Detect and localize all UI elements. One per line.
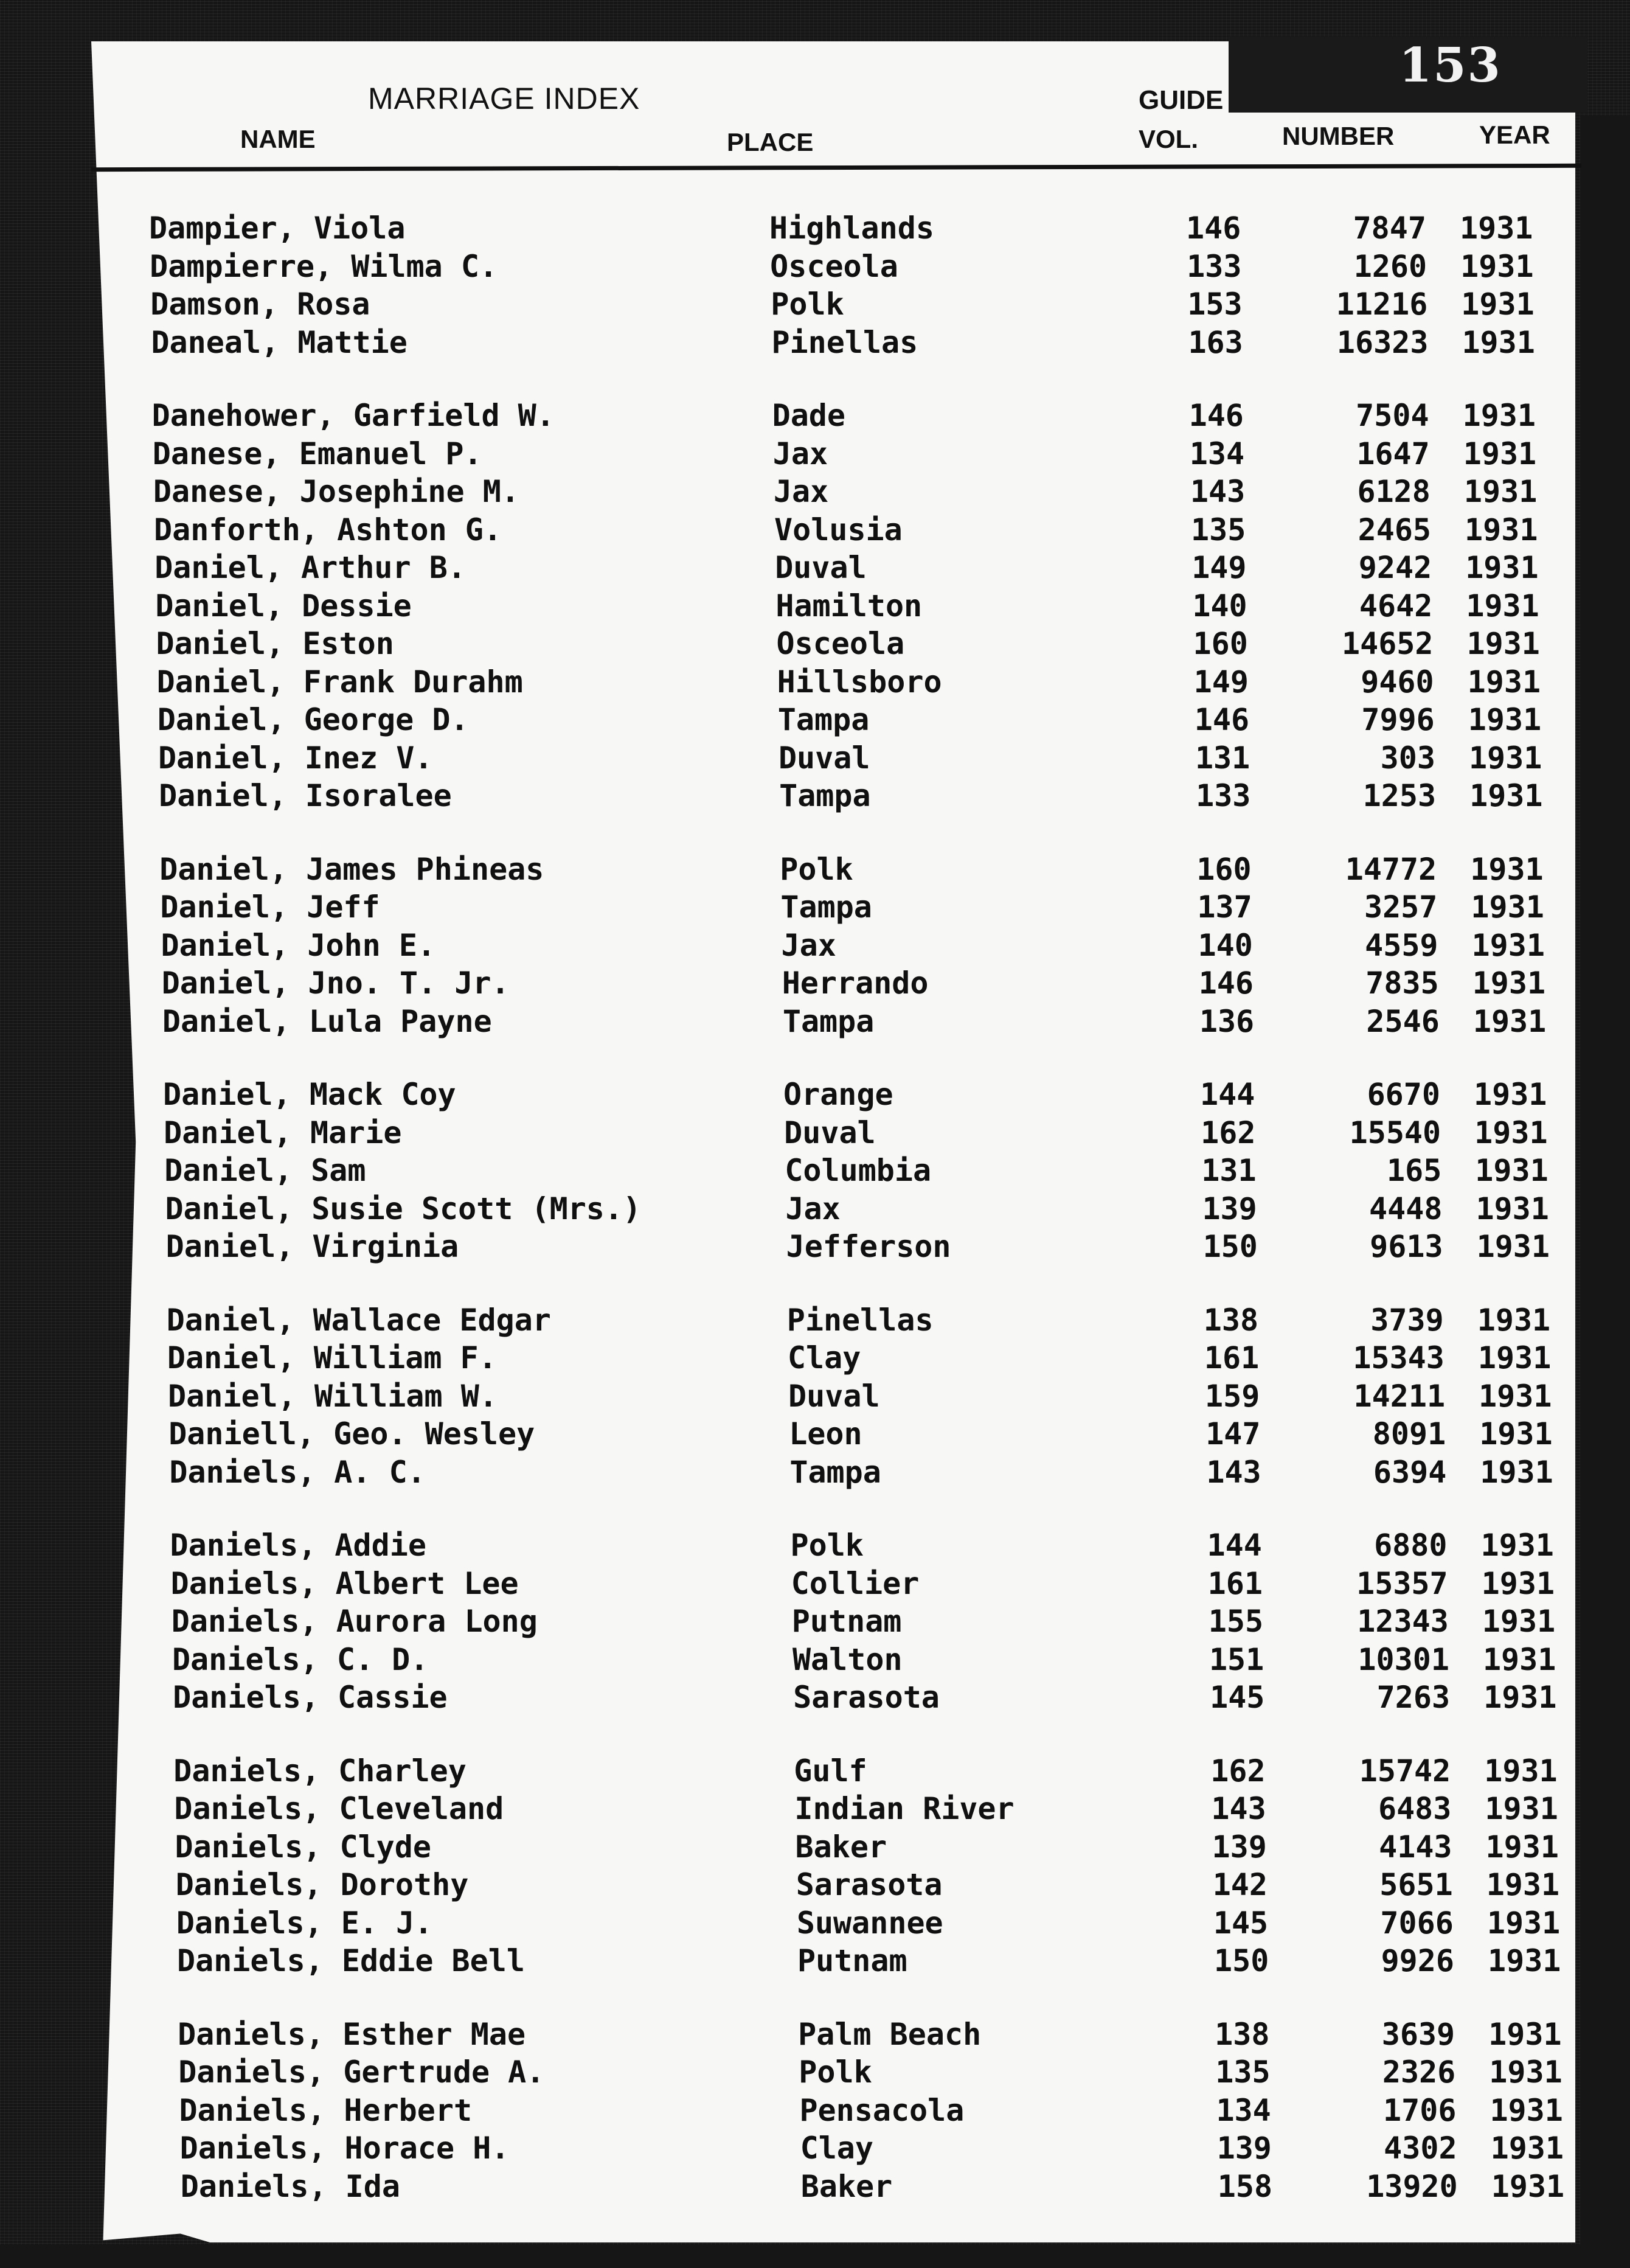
table-row xyxy=(170,1527,1600,1564)
entry-number: 3257 xyxy=(1364,889,1438,925)
entry-number: 165 xyxy=(1386,1153,1442,1188)
entry-year: 1931 xyxy=(1485,1791,1558,1826)
entry-year: 1931 xyxy=(1491,2168,1565,2204)
table-row xyxy=(178,2016,1607,2053)
entry-year: 1931 xyxy=(1471,889,1544,925)
entry-number: 3639 xyxy=(1381,2016,1455,2052)
entry-number: 15343 xyxy=(1353,1340,1444,1376)
table-row xyxy=(168,1378,1597,1414)
entry-place: Duval xyxy=(775,550,867,585)
entry-number: 11216 xyxy=(1336,287,1428,322)
entry-place: Jax xyxy=(785,1191,841,1226)
table-row xyxy=(169,1454,1598,1491)
entry-vol: 149 xyxy=(1193,664,1249,700)
entry-number: 4559 xyxy=(1365,927,1438,963)
entry-name: Daniels, Herbert xyxy=(179,2092,473,2128)
entry-name: Daniel, Inez V. xyxy=(158,740,433,776)
table-row xyxy=(175,1829,1604,1865)
entry-vol: 149 xyxy=(1191,550,1247,585)
entry-vol: 135 xyxy=(1191,512,1246,548)
entry-place: Polk xyxy=(799,2054,872,2090)
entry-number: 6670 xyxy=(1367,1077,1440,1112)
entry-place: Highlands xyxy=(769,210,934,246)
entry-place: Indian River xyxy=(794,1791,1014,1826)
entry-place: Suwannee xyxy=(796,1905,943,1941)
entry-vol: 147 xyxy=(1205,1416,1261,1452)
entry-name: Daniels, E. J. xyxy=(176,1905,433,1941)
entry-vol: 146 xyxy=(1186,210,1241,246)
table-row xyxy=(167,1340,1597,1376)
table-row xyxy=(152,397,1581,434)
entry-year: 1931 xyxy=(1474,1115,1548,1150)
entry-name: Danehower, Garfield W. xyxy=(151,398,555,433)
table-row xyxy=(149,210,1578,246)
column-header-vol: VOL. xyxy=(1139,125,1199,153)
entry-year: 1931 xyxy=(1469,778,1543,813)
entry-vol: 146 xyxy=(1198,965,1254,1001)
table-row xyxy=(162,965,1591,1001)
entry-place: Jax xyxy=(772,436,828,471)
entry-vol: 138 xyxy=(1215,2016,1270,2052)
column-header-name: NAME xyxy=(240,125,316,153)
entry-vol: 160 xyxy=(1196,851,1252,887)
table-row xyxy=(180,2130,1609,2166)
entry-year: 1931 xyxy=(1480,1454,1553,1490)
entry-number: 4302 xyxy=(1384,2131,1457,2166)
entry-year: 1931 xyxy=(1468,702,1542,737)
entry-number: 13920 xyxy=(1366,2168,1458,2204)
entry-year: 1931 xyxy=(1486,1905,1561,1941)
entry-place: Dade xyxy=(772,398,846,433)
entry-name: Daniels, Ida xyxy=(180,2168,400,2204)
entry-number: 6128 xyxy=(1357,474,1431,509)
table-row xyxy=(159,851,1589,888)
entry-name: Daniel, Arthur B. xyxy=(154,550,466,585)
entry-year: 1931 xyxy=(1482,1641,1556,1677)
table-row xyxy=(160,889,1589,925)
table-row xyxy=(173,1679,1602,1716)
entry-name: Daniel, Wallace Edgar xyxy=(166,1302,551,1338)
entry-number: 1647 xyxy=(1356,436,1430,471)
entry-year: 1931 xyxy=(1476,1191,1549,1226)
entry-name: Daniels, Charley xyxy=(173,1753,466,1789)
entry-vol: 133 xyxy=(1196,778,1251,813)
entry-place: Sarasota xyxy=(793,1680,940,1715)
entry-year: 1931 xyxy=(1463,474,1538,509)
entry-number: 6394 xyxy=(1373,1454,1447,1490)
entry-number: 7504 xyxy=(1356,398,1429,433)
table-row xyxy=(171,1565,1600,1602)
entry-year: 1931 xyxy=(1482,1604,1556,1639)
entry-year: 1931 xyxy=(1485,1829,1559,1865)
entry-place: Hamilton xyxy=(775,588,923,624)
entry-vol: 144 xyxy=(1207,1528,1262,1563)
entry-place: Pinellas xyxy=(771,324,918,360)
entry-name: Daniel, Susie Scott (Mrs.) xyxy=(165,1191,642,1226)
entry-year: 1931 xyxy=(1480,1528,1554,1563)
entry-year: 1931 xyxy=(1479,1378,1552,1414)
table-row xyxy=(176,1866,1605,1903)
entry-year: 1931 xyxy=(1489,2054,1562,2090)
table-row xyxy=(150,248,1579,285)
entry-number: 14211 xyxy=(1353,1378,1446,1414)
entry-place: Herrando xyxy=(782,965,929,1001)
entry-place: Polk xyxy=(771,287,844,322)
entry-number: 4143 xyxy=(1379,1829,1452,1865)
entry-vol: 162 xyxy=(1201,1115,1256,1150)
entry-place: Polk xyxy=(780,851,853,887)
entry-year: 1931 xyxy=(1481,1565,1555,1601)
entry-place: Duval xyxy=(778,740,870,776)
entry-vol: 138 xyxy=(1203,1302,1259,1338)
table-row xyxy=(162,1003,1592,1040)
entry-year: 1931 xyxy=(1484,1753,1558,1789)
entry-number: 14652 xyxy=(1341,626,1434,661)
entry-place: Walton xyxy=(792,1641,903,1677)
entry-number: 15540 xyxy=(1349,1115,1441,1150)
entry-number: 9460 xyxy=(1361,664,1434,700)
entry-name: Danforth, Ashton G. xyxy=(154,512,502,548)
table-row xyxy=(178,2054,1607,2090)
entry-number: 10301 xyxy=(1358,1641,1449,1677)
entry-vol: 150 xyxy=(1202,1229,1258,1264)
entry-year: 1931 xyxy=(1463,436,1537,471)
entry-number: 7847 xyxy=(1353,210,1426,246)
entry-name: Daniel, Sam xyxy=(164,1153,366,1188)
entry-place: Pensacola xyxy=(799,2092,965,2128)
entry-vol: 163 xyxy=(1188,324,1243,360)
entry-name: Damson, Rosa xyxy=(150,287,370,322)
entry-number: 4642 xyxy=(1359,588,1433,624)
entry-year: 1931 xyxy=(1475,1153,1548,1188)
table-row xyxy=(181,2168,1610,2205)
entry-number: 7263 xyxy=(1376,1680,1451,1715)
entry-number: 6483 xyxy=(1378,1791,1452,1826)
entry-number: 16323 xyxy=(1336,324,1429,360)
entry-place: Tampa xyxy=(777,702,870,737)
entry-vol: 158 xyxy=(1217,2168,1273,2204)
entry-year: 1931 xyxy=(1488,1943,1561,1978)
entry-place: Palm Beach xyxy=(798,2016,982,2052)
entry-year: 1931 xyxy=(1466,588,1539,624)
entry-number: 303 xyxy=(1380,740,1435,776)
entry-year: 1931 xyxy=(1474,1077,1547,1112)
entry-vol: 139 xyxy=(1212,1829,1267,1865)
entry-vol: 137 xyxy=(1197,889,1252,925)
entry-place: Tampa xyxy=(782,1003,875,1039)
entry-year: 1931 xyxy=(1471,927,1545,963)
entry-number: 1253 xyxy=(1362,778,1437,813)
entry-vol: 143 xyxy=(1206,1454,1261,1490)
entry-name: Danese, Emanuel P. xyxy=(152,436,482,471)
entry-name: Daniels, C. D. xyxy=(172,1641,429,1677)
table-row xyxy=(172,1641,1601,1678)
entry-place: Columbia xyxy=(785,1153,932,1188)
entry-number: 15357 xyxy=(1356,1565,1448,1601)
guide-label: GUIDE xyxy=(1139,85,1224,115)
entry-year: 1931 xyxy=(1476,1229,1550,1264)
entry-place: Pinellas xyxy=(786,1302,934,1338)
entry-place: Collier xyxy=(791,1565,920,1601)
entry-vol: 161 xyxy=(1207,1565,1263,1601)
table-row xyxy=(163,1076,1592,1113)
entry-vol: 136 xyxy=(1199,1003,1255,1039)
entry-name: Daniel, Isoralee xyxy=(159,778,452,813)
table-row xyxy=(158,740,1587,776)
entry-number: 9926 xyxy=(1381,1943,1454,1978)
entry-name: Daniels, Esther Mae xyxy=(178,2016,526,2052)
entry-name: Daniels, Cleveland xyxy=(174,1791,504,1826)
entry-vol: 134 xyxy=(1189,436,1245,471)
table-row xyxy=(174,1790,1603,1827)
table-row xyxy=(150,286,1580,322)
entry-year: 1931 xyxy=(1479,1416,1553,1452)
entry-place: Gulf xyxy=(794,1753,867,1789)
entry-vol: 134 xyxy=(1216,2092,1271,2128)
table-row xyxy=(159,777,1588,814)
column-header-number: NUMBER xyxy=(1282,122,1395,150)
entry-number: 6880 xyxy=(1374,1528,1448,1563)
entry-year: 1931 xyxy=(1490,2092,1563,2128)
entry-name: Daniel, Dessie xyxy=(155,588,412,624)
entry-number: 4448 xyxy=(1369,1191,1443,1226)
entry-name: Daniels, Dorothy xyxy=(175,1867,469,1902)
entry-year: 1931 xyxy=(1465,512,1538,548)
entry-name: Daniels, Gertrude A. xyxy=(178,2054,545,2090)
entry-year: 1931 xyxy=(1462,398,1536,433)
entry-year: 1931 xyxy=(1466,626,1540,661)
entry-year: 1931 xyxy=(1467,664,1541,700)
table-row xyxy=(177,1943,1606,1979)
entry-number: 7996 xyxy=(1361,702,1435,737)
entry-name: Daneal, Mattie xyxy=(151,324,408,360)
entry-vol: 143 xyxy=(1211,1791,1266,1826)
entry-vol: 159 xyxy=(1205,1378,1260,1414)
entry-vol: 145 xyxy=(1210,1680,1265,1715)
entry-number: 2546 xyxy=(1366,1003,1440,1039)
entry-number: 15742 xyxy=(1359,1753,1451,1789)
entry-place: Tampa xyxy=(789,1454,881,1490)
entry-number: 9242 xyxy=(1358,550,1432,585)
table-row xyxy=(179,2092,1608,2129)
entry-year: 1931 xyxy=(1477,1340,1552,1376)
entry-place: Baker xyxy=(800,2168,893,2204)
entry-name: Danese, Josephine M. xyxy=(153,474,519,509)
document-title: MARRIAGE INDEX xyxy=(368,82,640,116)
entry-year: 1931 xyxy=(1470,851,1544,887)
entry-number: 7835 xyxy=(1365,965,1439,1001)
entry-vol: 155 xyxy=(1208,1604,1264,1639)
page-number: 153 xyxy=(1399,38,1502,93)
column-header-place: PLACE xyxy=(727,128,814,156)
entry-place: Jax xyxy=(781,927,836,963)
entry-name: Daniel, George D. xyxy=(157,702,469,737)
entry-name: Daniels, Cassie xyxy=(173,1680,448,1715)
entry-year: 1931 xyxy=(1477,1302,1551,1338)
entry-vol: 140 xyxy=(1198,927,1253,963)
entry-number: 12343 xyxy=(1357,1604,1449,1639)
entry-year: 1931 xyxy=(1472,965,1546,1001)
table-row xyxy=(151,324,1580,361)
table-row xyxy=(158,701,1587,738)
table-row xyxy=(153,436,1582,472)
entry-vol: 142 xyxy=(1212,1867,1268,1902)
entry-name: Daniel, Marie xyxy=(164,1115,402,1150)
entry-place: Putnam xyxy=(791,1604,902,1639)
entry-place: Orange xyxy=(783,1077,893,1112)
table-row xyxy=(153,473,1583,510)
entry-name: Daniell, Geo. Wesley xyxy=(168,1416,535,1452)
entry-number: 1260 xyxy=(1353,248,1427,284)
entry-year: 1931 xyxy=(1483,1680,1557,1715)
table-row xyxy=(157,664,1586,700)
entry-name: Daniel, Mack Coy xyxy=(163,1077,456,1112)
entry-name: Daniel, John E. xyxy=(161,927,436,963)
entry-vol: 146 xyxy=(1188,398,1244,433)
entry-vol: 146 xyxy=(1194,702,1250,737)
entry-name: Daniel, Virginia xyxy=(165,1229,459,1264)
entry-vol: 133 xyxy=(1187,248,1242,284)
entry-vol: 139 xyxy=(1216,2131,1272,2166)
entry-vol: 145 xyxy=(1213,1905,1269,1941)
entry-number: 3739 xyxy=(1370,1302,1444,1338)
entry-place: Hillsboro xyxy=(777,664,942,700)
entry-place: Jefferson xyxy=(786,1229,951,1264)
entry-number: 2326 xyxy=(1382,2054,1456,2090)
entry-place: Volusia xyxy=(774,512,903,548)
entry-place: Clay xyxy=(787,1340,861,1376)
entry-name: Daniel, James Phineas xyxy=(159,851,544,887)
entry-number: 8091 xyxy=(1372,1416,1446,1452)
entry-name: Daniel, Lula Payne xyxy=(162,1003,492,1039)
entry-place: Duval xyxy=(784,1115,876,1150)
entry-place: Tampa xyxy=(780,889,872,925)
entry-name: Daniels, Horace H. xyxy=(179,2131,510,2166)
entry-vol: 135 xyxy=(1215,2054,1271,2090)
entry-place: Osceola xyxy=(776,626,905,661)
table-row xyxy=(154,549,1584,586)
entry-year: 1931 xyxy=(1490,2131,1564,2166)
entry-name: Daniels, Clyde xyxy=(175,1829,431,1865)
entry-place: Putnam xyxy=(797,1943,907,1978)
entry-number: 2465 xyxy=(1358,512,1432,548)
entry-place: Sarasota xyxy=(796,1867,943,1902)
entry-vol: 144 xyxy=(1200,1077,1255,1112)
entry-place: Clay xyxy=(800,2131,874,2166)
table-row xyxy=(161,927,1590,964)
entry-name: Daniels, Addie xyxy=(170,1528,426,1563)
entry-year: 1931 xyxy=(1488,2016,1562,2052)
entry-vol: 161 xyxy=(1204,1340,1260,1376)
entry-year: 1931 xyxy=(1461,287,1535,322)
table-row xyxy=(156,625,1586,662)
entry-place: Osceola xyxy=(770,248,898,284)
entry-number: 9613 xyxy=(1370,1229,1443,1264)
entry-year: 1931 xyxy=(1462,324,1535,360)
entry-number: 1706 xyxy=(1383,2092,1457,2128)
entry-year: 1931 xyxy=(1468,740,1542,776)
entry-vol: 150 xyxy=(1214,1943,1269,1978)
entry-vol: 153 xyxy=(1187,287,1243,322)
entry-year: 1931 xyxy=(1486,1867,1560,1902)
entry-name: Daniels, Aurora Long xyxy=(171,1604,538,1639)
entry-place: Polk xyxy=(790,1528,864,1563)
entry-name: Dampier, Viola xyxy=(149,210,406,246)
table-row xyxy=(164,1152,1594,1189)
table-row xyxy=(172,1603,1601,1640)
entry-name: Daniels, A. C. xyxy=(169,1454,426,1490)
table-row xyxy=(173,1753,1603,1789)
entry-name: Daniels, Eddie Bell xyxy=(177,1943,525,1978)
entry-vol: 162 xyxy=(1210,1753,1266,1789)
table-row xyxy=(154,512,1583,548)
entry-name: Daniel, Frank Durahm xyxy=(156,664,523,700)
entry-year: 1931 xyxy=(1472,1003,1547,1039)
entry-vol: 140 xyxy=(1192,588,1247,624)
entry-name: Daniel, Eston xyxy=(156,626,394,661)
entry-number: 7066 xyxy=(1380,1905,1454,1941)
entry-name: Daniel, William W. xyxy=(168,1378,498,1414)
entry-name: Daniel, Jeff xyxy=(160,889,380,925)
table-row xyxy=(168,1416,1598,1452)
entry-place: Leon xyxy=(789,1416,862,1452)
entry-number: 14772 xyxy=(1345,851,1437,887)
table-row xyxy=(155,588,1584,624)
entry-vol: 139 xyxy=(1202,1191,1257,1226)
entry-year: 1931 xyxy=(1460,210,1533,246)
table-row xyxy=(167,1302,1596,1338)
table-row xyxy=(164,1115,1593,1151)
entry-number: 5651 xyxy=(1379,1867,1453,1902)
entry-vol: 131 xyxy=(1195,740,1250,776)
column-header-year: YEAR xyxy=(1479,120,1550,149)
entry-name: Dampierre, Wilma C. xyxy=(150,248,498,284)
entry-name: Daniels, Albert Lee xyxy=(170,1565,519,1601)
table-row xyxy=(166,1228,1595,1265)
entry-place: Tampa xyxy=(779,778,871,813)
entry-vol: 160 xyxy=(1193,626,1248,661)
entry-vol: 151 xyxy=(1209,1641,1264,1677)
entry-place: Duval xyxy=(788,1378,880,1414)
table-row xyxy=(165,1191,1594,1227)
table-row xyxy=(176,1905,1606,1941)
entry-vol: 131 xyxy=(1201,1153,1257,1188)
entry-year: 1931 xyxy=(1460,248,1534,284)
entry-name: Daniel, Jno. T. Jr. xyxy=(161,965,510,1001)
entry-place: Jax xyxy=(773,474,829,509)
entry-year: 1931 xyxy=(1465,550,1539,585)
entry-vol: 143 xyxy=(1190,474,1246,509)
entry-place: Baker xyxy=(795,1829,887,1865)
entry-name: Daniel, William F. xyxy=(167,1340,497,1376)
